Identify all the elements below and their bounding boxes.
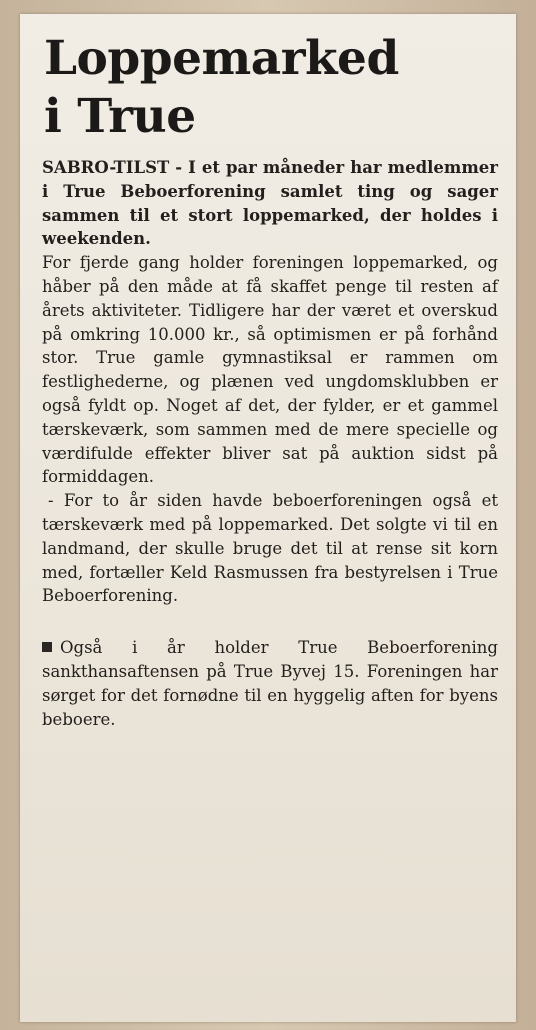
article-body — [42, 156, 498, 731]
lead-text: - I et par måneder har medlemmer i True Beboerforening samlet ting og sager sammen til et stort loppemarked, der holdes i weekenden. — [42, 158, 498, 249]
paragraph-2: - For to år siden havde beboerforeningen også et tærskeværk med på loppemarked. Det solgte vi til en landmand, der skulle bruge det til at rense sit korn med, fortæller Keld Rasmussen fra bestyrelsen i True Beboerforening. — [42, 491, 498, 606]
newspaper-clipping — [20, 14, 516, 1022]
headline-line-2: i True — [44, 89, 196, 144]
dateline: SABRO-TILST — [42, 158, 170, 177]
square-bullet-icon — [42, 642, 52, 652]
paragraph-3 — [42, 636, 498, 731]
section-gap — [42, 608, 498, 636]
lead-paragraph — [42, 156, 498, 251]
headline-line-1: Loppemarked — [44, 31, 399, 86]
paragraph-1: For fjerde gang holder foreningen loppemarked, og håber på den måde at få skaffet penge til resten af årets aktiviteter. Tidligere har der været et overskud på omkring 10.000 kr., så optimismen er på forhånd stor. True gamle gymnastiksal er rammen om festlighederne, og plænen ved ungdomsklubben er også fyldt op. Noget af det, der fylder, er et gammel tærskeværk, som sammen med de mere specielle og værdifulde effekter bliver sat på auktion sidst på formiddagen. — [42, 253, 498, 487]
paragraph-3-text: Også i år holder True Beboerforening sankthansaftensen på True Byvej 15. Foreningen har sørget for det fornødne til en hyggelig aften for byens beboere. — [42, 638, 498, 729]
headline — [44, 30, 516, 146]
